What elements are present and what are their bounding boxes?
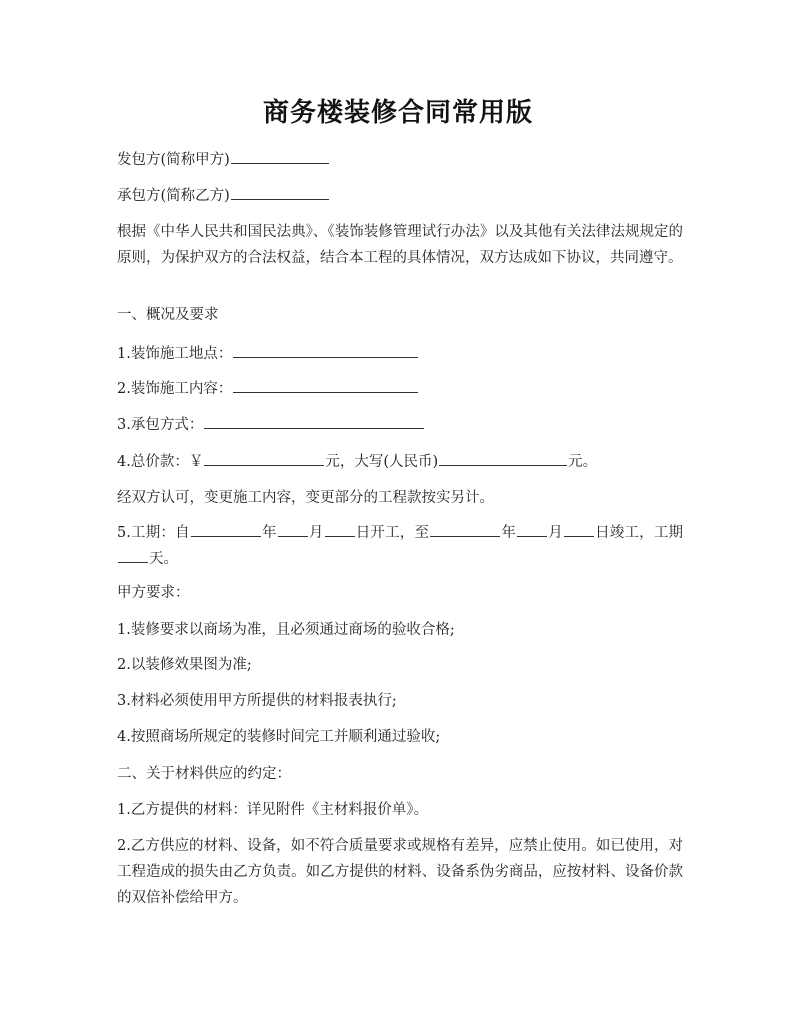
end-month-unit: 月 [548, 525, 563, 541]
duration-unit: 天。 [149, 551, 178, 567]
start-text: 日开工，至 [355, 525, 430, 541]
party-b-line [117, 183, 687, 209]
party-a-label: 发包方(简称甲方) [117, 152, 230, 168]
contract-method-label: 3.承包方式： [117, 417, 204, 433]
start-year-blank[interactable] [191, 520, 261, 537]
total-price-mid: 元，大写(人民币) [325, 454, 439, 470]
end-month-blank[interactable] [517, 520, 547, 537]
start-day-blank[interactable] [325, 520, 355, 537]
section2-heading: 二、关于材料供应的约定： [117, 766, 291, 782]
party-a-blank[interactable] [231, 147, 329, 164]
site-location-label: 1.装饰施工地点： [117, 346, 233, 362]
start-month-blank[interactable] [278, 520, 308, 537]
contract-method-line [117, 412, 687, 438]
requirement-item: 4.按照商场所规定的装修时间完工并顺利通过验收; [117, 729, 441, 745]
total-price-end: 元。 [568, 454, 598, 470]
schedule-paragraph [117, 520, 683, 572]
party-b-label: 承包方(简称乙方) [117, 188, 230, 204]
party-a-line [117, 147, 687, 173]
start-month-unit: 月 [308, 525, 324, 541]
requirement-item: 2.以装修效果图为准; [117, 657, 252, 673]
total-price-number-blank[interactable] [204, 449, 324, 466]
end-year-unit: 年 [501, 525, 517, 541]
work-content-line [117, 376, 687, 402]
start-year-unit: 年 [261, 525, 277, 541]
end-day-blank[interactable] [564, 520, 594, 537]
end-year-blank[interactable] [430, 520, 500, 537]
materials-item-1: 1.乙方提供的材料：详见附件《主材料报价单》。 [117, 802, 429, 818]
party-a-requirements-heading: 甲方要求： [117, 585, 190, 601]
contract-method-blank[interactable] [204, 412, 424, 429]
total-price-line [117, 449, 687, 475]
party-b-blank[interactable] [231, 183, 329, 200]
site-location-blank[interactable] [233, 341, 418, 358]
work-content-label: 2.装饰施工内容： [117, 381, 233, 397]
site-location-line [117, 341, 687, 367]
intro-paragraph: 根据《中华人民共和国民法典》、《装饰装修管理试行办法》以及其他有关法律法规规定的原则，为保护双方的合法权益，结合本工程的具体情况，双方达成如下协议，共同遵守。 [117, 224, 683, 266]
requirement-item: 3.材料必须使用甲方所提供的材料报表执行; [117, 693, 397, 709]
total-price-words-blank[interactable] [439, 449, 567, 466]
change-note: 经双方认可，变更施工内容，变更部分的工程款按实另计。 [117, 490, 494, 506]
document-title: 商务楼装修合同常用版 [262, 98, 533, 128]
schedule-label: 5.工期：自 [117, 525, 190, 541]
duration-blank[interactable] [118, 546, 148, 563]
section1-heading: 一、概况及要求 [117, 307, 219, 323]
work-content-blank[interactable] [233, 376, 418, 393]
requirement-item: 1.装修要求以商场为准，且必须通过商场的验收合格; [117, 622, 455, 638]
total-price-label: 4.总价款：￥ [117, 454, 204, 470]
materials-item-2: 2.乙方供应的材料、设备，如不符合质量要求或规格有差异，应禁止使用。如已使用，对工程造成的损失由乙方负责。如乙方提供的材料、设备系伪劣商品，应按材料、设备价款的双倍补偿给甲方。 [117, 838, 683, 906]
end-text: 日竣工，工期 [594, 525, 684, 541]
